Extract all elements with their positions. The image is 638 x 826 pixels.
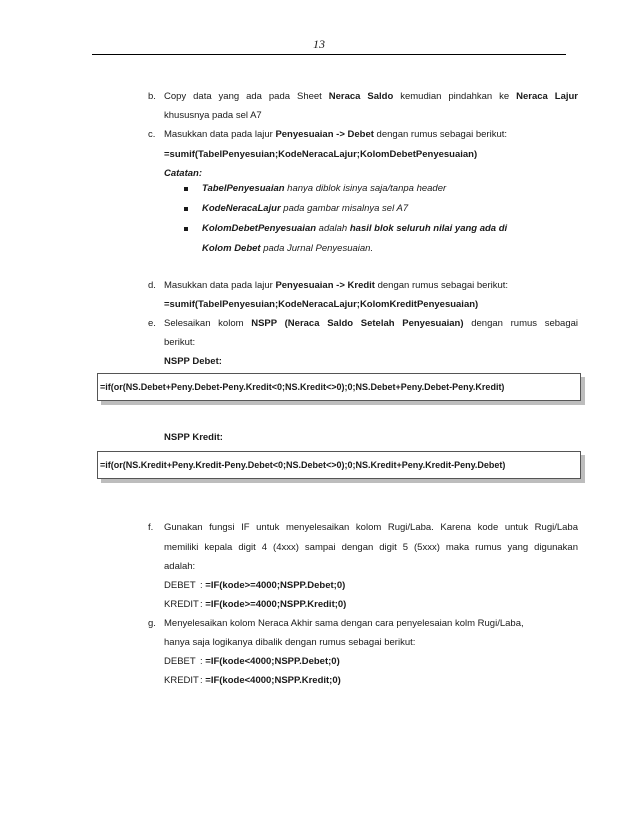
item-f-line2: memiliki kepala digit 4 (4xxx) sampai dengan digit 5 (5xxx) maka rumus yang digunakan [164,542,578,553]
item-c-note-title: Catatan: [164,168,203,179]
item-d-formula: =sumif(TabelPenyesuian;KodeNeracaLajur;KolomKreditPenyesuaian) [164,299,479,310]
item-c-line1: Masukkan data pada lajur Penyesuaian -> Debet dengan rumus sebagai berikut: [164,129,508,140]
bullet-icon [184,187,188,191]
item-b-line2: khususnya pada sel A7 [164,110,262,121]
item-g-debet: DEBET : =IF(kode<4000;NSPP.Debet;0) [164,656,340,667]
item-c-formula: =sumif(TabelPenyesuian;KodeNeracaLajur;KolomDebetPenyesuaian) [164,149,478,160]
nspp-debet-formula: =if(or(NS.Debet+Peny.Debet-Peny.Kredit<0;NS.Kredit<>0);0;NS.Debet+Peny.Debet-Peny.Kredit) [100,382,505,392]
nspp-debet-label: NSPP Debet: [164,356,222,367]
note-kolom-line2: Kolom Debet pada Jurnal Penyesuaian. [202,243,374,254]
item-b-line1: Copy data yang ada pada Sheet Neraca Saldo kemudian pindahkan ke Neraca Lajur [164,91,579,102]
item-d-line1: Masukkan data pada lajur Penyesuaian -> Kredit dengan rumus sebagai berikut: [164,280,509,291]
nspp-debet-formula-box [97,373,581,401]
bullet-icon [184,207,188,211]
item-e-line1: Selesaikan kolom NSPP (Neraca Saldo Setelah Penyesuaian) dengan rumus sebagai [164,318,578,329]
header-rule [92,54,566,55]
item-f-line1: Gunakan fungsi IF untuk menyelesaikan kolom Rugi/Laba. Karena kode untuk Rugi/Laba [164,522,578,533]
nspp-kredit-formula: =if(or(NS.Kredit+Peny.Kredit-Peny.Debet<0;NS.Debet<>0);0;NS.Kredit+Peny.Kredit-Peny.Debet) [100,460,506,470]
item-f-kredit: KREDIT: =IF(kode>=4000;NSPP.Kredit;0) [164,599,347,610]
item-f-debet: DEBET : =IF(kode>=4000;NSPP.Debet;0) [164,580,346,591]
note-tabel: TabelPenyesuaian hanya diblok isinya saja/tanpa header [202,183,447,194]
nspp-kredit-label: NSPP Kredit: [164,432,223,443]
item-f-line3: adalah: [164,561,196,572]
item-g-line1: Menyelesaikan kolom Neraca Akhir sama dengan cara penyelesaian kolm Rugi/Laba, [164,618,524,629]
item-e-line2: berikut: [164,337,196,348]
item-g-line2: hanya saja logikanya dibalik dengan rumus sebagai berikut: [164,637,416,648]
nspp-kredit-formula-box [97,451,581,479]
note-kolom: KolomDebetPenyesuaian adalah hasil blok seluruh nilai yang ada di [202,223,508,234]
item-g-kredit: KREDIT: =IF(kode<4000;NSPP.Kredit;0) [164,675,341,686]
page-number: 13 [313,37,325,51]
note-kode: KodeNeracaLajur pada gambar misalnya sel A7 [202,203,409,214]
bullet-icon [184,227,188,231]
